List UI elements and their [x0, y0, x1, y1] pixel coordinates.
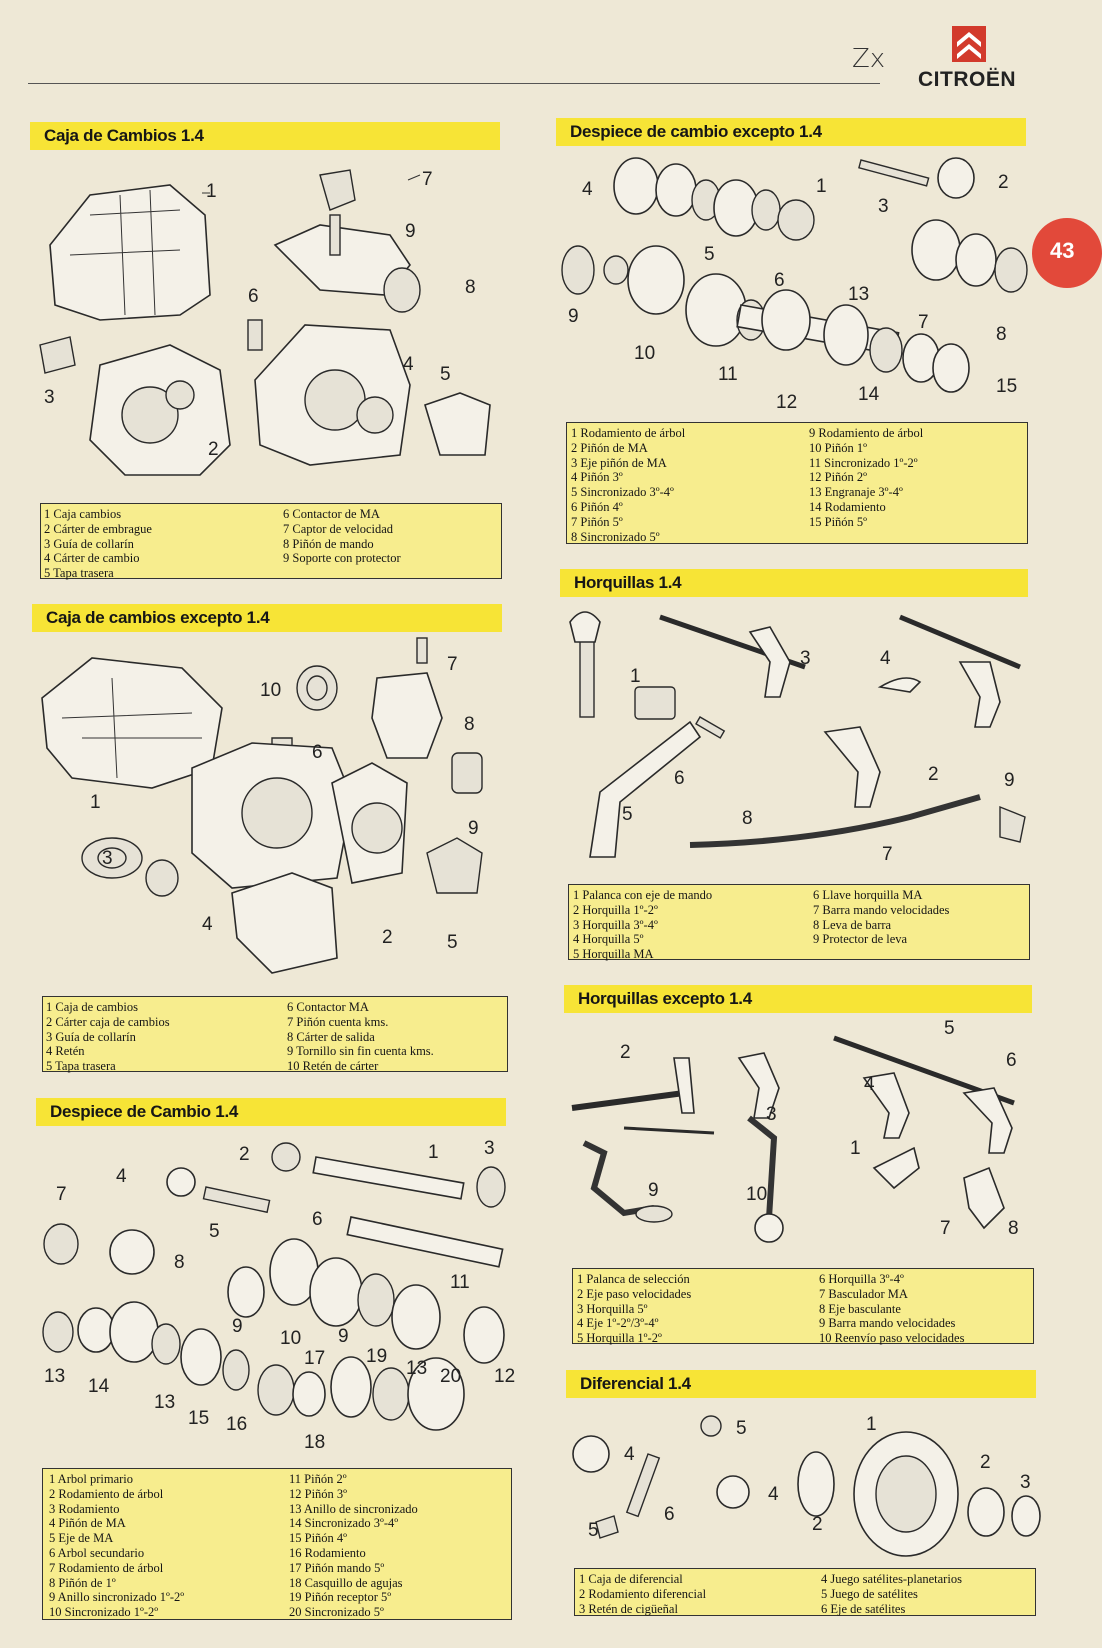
callout: 9 [468, 818, 479, 839]
callout: 1 [866, 1414, 877, 1435]
callout: 5 [704, 244, 715, 265]
callout: 8 [996, 324, 1007, 345]
callout: 9 [648, 1180, 659, 1201]
model-label: Zx [852, 44, 886, 74]
legend-item: 15 Piñón 4º [289, 1531, 348, 1546]
callout: 8 [1008, 1218, 1019, 1239]
legend-item: 9 Soporte con protector [283, 551, 401, 566]
legend-column-left [579, 1572, 706, 1616]
callout: 13 [406, 1358, 428, 1379]
diagram-gear-breakdown-1-4 [36, 1132, 516, 1462]
callout: 7 [918, 312, 929, 333]
legend-item: 1 Caja de cambios [46, 1000, 138, 1014]
legend-item: 5 Eje de MA [49, 1531, 114, 1546]
legend-item: 3 Guía de collarín [44, 536, 134, 551]
legend-item: 1 Rodamiento de árbol [571, 426, 686, 440]
callout: 15 [188, 1408, 210, 1429]
callout: 5 [209, 1221, 220, 1242]
legend-item: 7 Piñón 5º [571, 514, 623, 529]
legend-item: 5 Juego de satélites [821, 1586, 918, 1601]
legend-column-right [283, 507, 401, 566]
legend-item: 2 Rodamiento diferencial [579, 1586, 707, 1601]
callout: 6 [1006, 1050, 1017, 1071]
legend-item: 13 Engranaje 3º-4º [809, 485, 903, 500]
legend-column-left [46, 1000, 170, 1074]
callout: 8 [464, 714, 475, 735]
legend-item: 4 Cárter de cambio [44, 551, 140, 566]
legend-item: 8 Piñón de mando [283, 536, 374, 551]
callout: 8 [174, 1252, 185, 1273]
diagram-forks-1-4 [560, 602, 1038, 882]
legend-item: 2 Rodamiento de árbol [49, 1486, 164, 1501]
legend-item: 2 Horquilla 1º-2º [573, 902, 658, 917]
callout: 3 [800, 648, 811, 669]
legend-item: 4 Horquilla 5º [573, 932, 644, 947]
legend-item: 8 Eje basculante [819, 1301, 901, 1316]
legend-item: 2 Piñón de MA [571, 440, 648, 455]
callout: 2 [208, 439, 219, 460]
legend-item: 9 Rodamiento de árbol [809, 426, 924, 440]
legend-item: 13 Anillo de sincronizado [289, 1501, 418, 1516]
legend-item: 4 Retén [46, 1044, 85, 1059]
legend-item: 7 Rodamiento de árbol [49, 1560, 164, 1575]
callout: 6 [312, 742, 323, 763]
legend-item: 2 Cárter de embrague [44, 521, 152, 536]
callout: 7 [56, 1184, 67, 1205]
legend-box [568, 884, 1030, 960]
callout: 15 [996, 376, 1018, 397]
callout: 3 [878, 196, 889, 217]
callout: 5 [440, 364, 451, 385]
legend-item: 6 Horquilla 3º-4º [819, 1272, 904, 1286]
section-title: Caja de cambios excepto 1.4 [32, 604, 502, 632]
legend-item: 4 Eje 1º-2º/3º-4º [577, 1316, 659, 1331]
callout: 10 [634, 343, 656, 364]
section-title: Despiece de Cambio 1.4 [36, 1098, 506, 1126]
legend-item: 14 Sincronizado 3º-4º [289, 1516, 399, 1531]
legend-item: 5 Sincronizado 3º-4º [571, 485, 674, 500]
legend-column-left [571, 426, 685, 544]
callout: 6 [674, 768, 685, 789]
legend-item: 7 Barra mando velocidades [813, 902, 950, 917]
legend-item: 4 Juego satélites-planetarios [821, 1572, 962, 1586]
callout: 6 [774, 270, 785, 291]
legend-item: 8 Sincronizado 5º [571, 529, 660, 544]
callout: 8 [465, 277, 476, 298]
legend-item: 3 Retén de cigüeñal [579, 1601, 678, 1616]
legend-item: 10 Retén de cárter [287, 1059, 379, 1074]
legend-column-right [819, 1272, 964, 1346]
legend-item: 11 Sincronizado 1º-2º [809, 455, 918, 470]
callout: 7 [447, 654, 458, 675]
callout: 9 [1004, 770, 1015, 791]
callout: 5 [588, 1520, 599, 1541]
section-title: Horquillas 1.4 [560, 569, 1028, 597]
legend-column-left [44, 507, 152, 581]
legend-item: 18 Casquillo de agujas [289, 1575, 403, 1590]
legend-item: 10 Reenvío paso velocidades [819, 1331, 965, 1346]
callout: 4 [116, 1166, 127, 1187]
legend-item: 7 Basculador MA [819, 1286, 908, 1301]
legend-box [40, 503, 502, 579]
callout: 4 [864, 1074, 875, 1095]
legend-item: 5 Horquilla MA [573, 947, 654, 962]
callout: 5 [944, 1018, 955, 1039]
legend-item: 17 Piñón mando 5º [289, 1560, 385, 1575]
callout: 14 [88, 1376, 110, 1397]
callout: 6 [664, 1504, 675, 1525]
diagram-gearbox-1-4 [30, 155, 500, 495]
callout: 3 [1020, 1472, 1031, 1493]
legend-column-left [577, 1272, 691, 1346]
callout: 5 [622, 804, 633, 825]
header-rule [28, 83, 880, 84]
legend-item: 4 Piñón de MA [49, 1516, 126, 1531]
callout: 4 [880, 648, 891, 669]
callout: 6 [312, 1209, 323, 1230]
callout: 3 [766, 1104, 777, 1125]
legend-item: 19 Piñón receptor 5º [289, 1590, 392, 1605]
legend-item: 1 Caja de diferencial [579, 1572, 683, 1586]
page-number: 43 [1050, 238, 1075, 263]
callout: 2 [620, 1042, 631, 1063]
legend-item: 3 Horquilla 3º-4º [573, 917, 658, 932]
callout: 3 [484, 1138, 495, 1159]
legend-item: 2 Eje paso velocidades [577, 1286, 692, 1301]
callout: 14 [858, 384, 880, 405]
legend-item: 6 Piñón 4º [571, 499, 623, 514]
callout: 4 [624, 1444, 635, 1465]
legend-item: 6 Arbol secundario [49, 1545, 145, 1560]
legend-box [42, 996, 508, 1072]
legend-box [566, 422, 1028, 544]
callout: 1 [206, 181, 217, 202]
callout: 3 [102, 848, 113, 869]
callout: 2 [980, 1452, 991, 1473]
legend-item: 5 Horquilla 1º-2º [577, 1331, 662, 1346]
legend-item: 9 Barra mando velocidades [819, 1316, 956, 1331]
callout: 11 [718, 364, 738, 385]
legend-item: 1 Palanca de selección [577, 1272, 690, 1286]
section-title: Diferencial 1.4 [566, 1370, 1036, 1398]
legend-column-right [289, 1472, 418, 1620]
callout: 2 [812, 1514, 823, 1535]
legend-item: 6 Contactor de MA [283, 507, 380, 521]
legend-item: 6 Contactor MA [287, 1000, 369, 1014]
callout: 9 [338, 1326, 349, 1347]
callout: 13 [848, 284, 870, 305]
callout: 2 [928, 764, 939, 785]
callout: 16 [226, 1414, 248, 1435]
callout: 10 [280, 1328, 302, 1349]
legend-item: 5 Tapa trasera [44, 566, 114, 581]
brand-name: CITROËN [918, 68, 1016, 91]
legend-box [42, 1468, 512, 1620]
legend-item: 1 Arbol primario [49, 1472, 134, 1486]
legend-item: 20 Sincronizado 5º [289, 1605, 384, 1620]
legend-item: 3 Eje piñón de MA [571, 455, 667, 470]
legend-item: 9 Anillo sincronizado 1º-2º [49, 1590, 185, 1605]
callout: 2 [239, 1144, 250, 1165]
legend-item: 7 Captor de velocidad [283, 521, 394, 536]
legend-item: 11 Piñón 2º [289, 1472, 347, 1486]
legend-item: 8 Cárter de salida [287, 1029, 375, 1044]
callout: 18 [304, 1432, 326, 1453]
legend-item: 2 Cárter caja de cambios [46, 1014, 170, 1029]
callout: 1 [630, 666, 641, 687]
section-title: Caja de Cambios 1.4 [30, 122, 500, 150]
callout: 2 [998, 172, 1009, 193]
legend-column-right [813, 888, 949, 947]
legend-column-right [809, 426, 923, 530]
callout: 13 [154, 1392, 176, 1413]
callout: 7 [882, 844, 893, 865]
callout: 2 [382, 927, 393, 948]
callout: 1 [90, 792, 101, 813]
legend-item: 6 Llave horquilla MA [813, 888, 923, 902]
legend-item: 5 Tapa trasera [46, 1059, 116, 1074]
diagram-forks-except-1-4 [564, 1018, 1042, 1268]
legend-item: 8 Piñón de 1º [49, 1575, 116, 1590]
callout: 17 [304, 1348, 326, 1369]
callout: 20 [440, 1366, 462, 1387]
section-title: Despiece de cambio excepto 1.4 [556, 118, 1026, 146]
callout: 4 [202, 914, 213, 935]
diagram-gear-breakdown-except-1-4 [556, 150, 1034, 418]
legend-box [574, 1568, 1036, 1616]
legend-column-right [821, 1572, 962, 1616]
legend-item: 3 Horquilla 5º [577, 1301, 648, 1316]
callout: 5 [736, 1418, 747, 1439]
callout: 9 [232, 1316, 243, 1337]
legend-item: 10 Sincronizado 1º-2º [49, 1605, 159, 1620]
legend-item: 9 Protector de leva [813, 932, 908, 947]
callout: 12 [776, 392, 798, 413]
callout: 4 [768, 1484, 779, 1505]
legend-item: 9 Tornillo sin fin cuenta kms. [287, 1044, 434, 1059]
legend-item: 12 Piñón 3º [289, 1486, 348, 1501]
callout: 10 [260, 680, 282, 701]
section-title: Horquillas excepto 1.4 [564, 985, 1032, 1013]
legend-item: 16 Rodamiento [289, 1545, 366, 1560]
callout: 4 [403, 354, 414, 375]
legend-item: 14 Rodamiento [809, 499, 886, 514]
callout: 7 [422, 169, 433, 190]
legend-column-left [573, 888, 712, 962]
callout: 6 [248, 286, 259, 307]
callout: 4 [582, 179, 593, 200]
diagram-differential-1-4 [566, 1404, 1044, 1566]
legend-column-right [287, 1000, 434, 1074]
diagram-gearbox-except-1-4 [32, 638, 502, 990]
callout: 10 [746, 1184, 768, 1205]
callout: 9 [568, 306, 579, 327]
callout: 12 [494, 1366, 516, 1387]
legend-item: 1 Caja cambios [44, 507, 122, 521]
callout: 19 [366, 1346, 388, 1367]
callout: 11 [450, 1272, 470, 1293]
callout: 8 [742, 808, 753, 829]
legend-item: 4 Piñón 3º [571, 470, 623, 485]
legend-box [572, 1268, 1034, 1344]
callout: 13 [44, 1366, 66, 1387]
legend-item: 7 Piñón cuenta kms. [287, 1014, 389, 1029]
legend-item: 8 Leva de barra [813, 917, 892, 932]
legend-column-left [49, 1472, 184, 1620]
legend-item: 15 Piñón 5º [809, 514, 868, 529]
citroen-chevron-logo [952, 26, 986, 62]
legend-item: 1 Palanca con eje de mando [573, 888, 713, 902]
legend-item: 6 Eje de satélites [821, 1601, 906, 1616]
legend-item: 10 Piñón 1º [809, 440, 868, 455]
callout: 7 [940, 1218, 951, 1239]
callout: 1 [428, 1142, 439, 1163]
callout: 5 [447, 932, 458, 953]
callout: 1 [816, 176, 827, 197]
callout: 1 [850, 1138, 861, 1159]
legend-item: 3 Guía de collarín [46, 1029, 136, 1044]
legend-item: 12 Piñón 2º [809, 470, 868, 485]
callout: 3 [44, 387, 55, 408]
callout: 9 [405, 221, 416, 242]
legend-item: 3 Rodamiento [49, 1501, 120, 1516]
